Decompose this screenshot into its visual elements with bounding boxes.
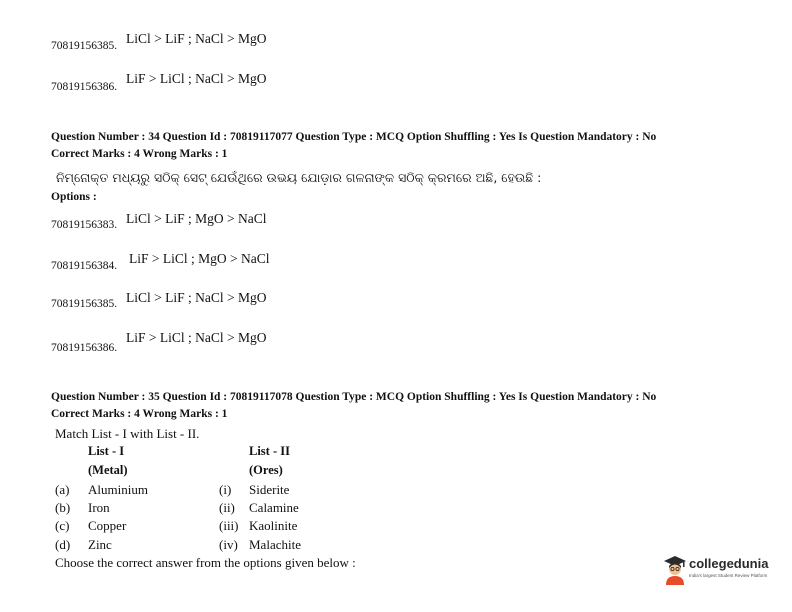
- list1-key: (c): [55, 518, 70, 533]
- option-id: 70819156385.: [51, 40, 118, 52]
- list1-value: Copper: [88, 518, 127, 533]
- question-header: Question Number : 35 Question Id : 70819117078 Question Type : MCQ Option Shuffling : Yes Is Question Mandatory : No: [51, 391, 657, 403]
- option-text: LiF > LiCl ; NaCl > MgO: [126, 71, 267, 86]
- list1-value: Aluminium: [88, 482, 148, 497]
- list1-value: Iron: [88, 500, 110, 515]
- marks-line: Correct Marks : 4 Wrong Marks : 1: [51, 408, 228, 420]
- option-text: LiF > LiCl ; MgO > NaCl: [129, 251, 270, 266]
- list1-key: (a): [55, 482, 70, 497]
- choose-instruction: Choose the correct answer from the options given below :: [55, 555, 356, 570]
- marks-line: Correct Marks : 4 Wrong Marks : 1: [51, 148, 228, 160]
- question-text: ନିମ୍ନୋକ୍ତ ମଧ୍ୟରୁ ସଠିକ୍ ସେଟ୍ ଯେଉଁଥିରେ ଉଭୟ ଯୋଡ଼ାର ଗଳନାଙ୍କ ସଠିକ୍ କ୍ରମରେ ଅଛି, ହେଉଛି :: [56, 170, 542, 185]
- list2-title: List - II: [249, 444, 290, 458]
- list1-key: (b): [55, 500, 71, 515]
- graduate-avatar-icon: [663, 555, 687, 585]
- option-text: LiCl > LiF ; NaCl > MgO: [126, 290, 267, 305]
- option-id: 70819156385.: [51, 298, 118, 310]
- option-text: LiCl > LiF ; MgO > NaCl: [126, 211, 267, 226]
- option-text: LiCl > LiF ; NaCl > MgO: [126, 31, 267, 46]
- list1-value: Zinc: [88, 537, 112, 552]
- logo-tagline: India's largest Student Review Platform: [689, 573, 768, 578]
- list2-value: Siderite: [249, 482, 290, 497]
- list2-value: Malachite: [249, 537, 301, 552]
- list1-subtitle: (Metal): [88, 463, 128, 477]
- option-text: LiF > LiCl ; NaCl > MgO: [126, 330, 267, 345]
- option-id: 70819156386.: [51, 342, 118, 354]
- list2-subtitle: (Ores): [249, 463, 283, 477]
- list2-value: Kaolinite: [249, 518, 298, 533]
- collegedunia-logo: [663, 553, 783, 589]
- list2-key: (iv): [219, 537, 238, 552]
- option-id: 70819156383.: [51, 219, 118, 231]
- list2-key: (i): [219, 482, 232, 497]
- list1-title: List - I: [88, 444, 125, 458]
- option-id: 70819156384.: [51, 260, 118, 272]
- options-label: Options :: [51, 191, 97, 203]
- list2-key: (ii): [219, 500, 235, 515]
- match-intro: Match List - I with List - II.: [55, 426, 200, 441]
- option-id: 70819156386.: [51, 81, 118, 93]
- list1-key: (d): [55, 537, 71, 552]
- question-header: Question Number : 34 Question Id : 70819117077 Question Type : MCQ Option Shuffling : Yes Is Question Mandatory : No: [51, 131, 657, 143]
- list2-key: (iii): [219, 518, 239, 533]
- list2-value: Calamine: [249, 500, 299, 515]
- logo-name: collegedunia: [689, 556, 769, 571]
